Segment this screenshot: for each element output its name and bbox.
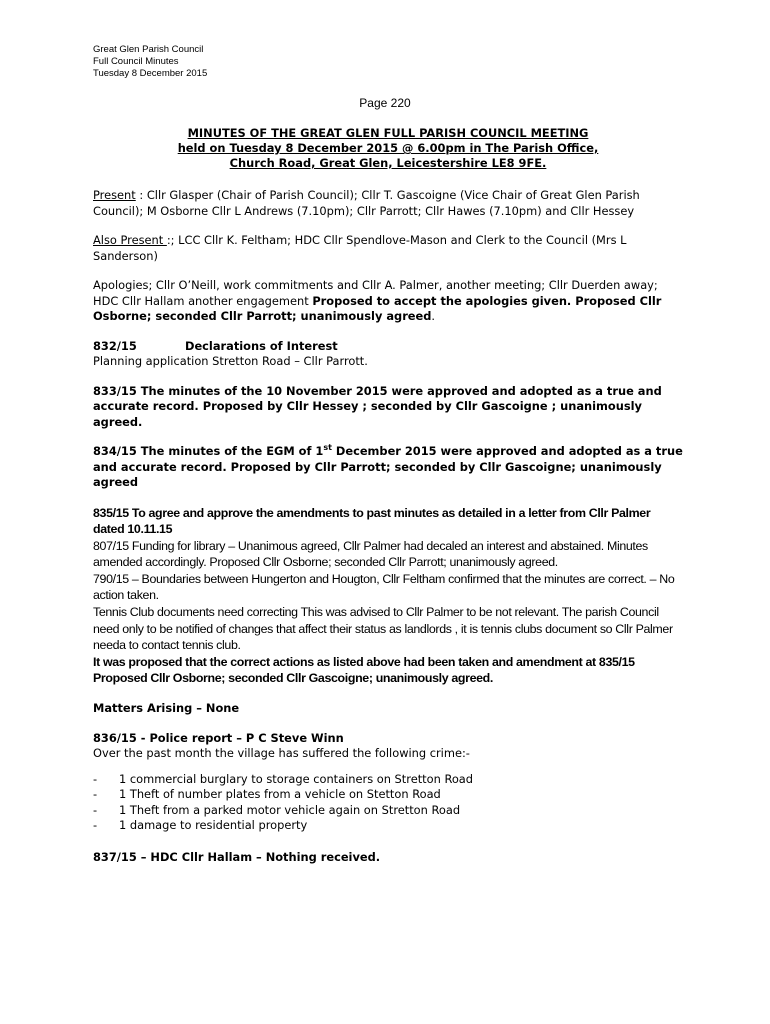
list-dash: - [93,802,98,817]
running-header [93,44,207,80]
item-835-line-1: 807/15 Funding for library – Unanimous agreed, Cllr Palmer had decaled an interest and abstained. Minutes amended accordingly. Proposed Cllr Osborne; seconded Cllr Parrott; unanimously agreed. [93,538,648,570]
apologies-paragraph [93,278,683,325]
also-present-label: Also Present [93,233,167,247]
minutes-title [93,126,683,171]
apologies-end: . [431,309,436,323]
title-line-3: Church Road, Great Glen, Leicestershire LE8 9FE. [229,156,547,170]
crime-text: 1 damage to residential property [119,818,308,833]
item-835-line-2: 790/15 – Boundaries between Hungerton and Hougton, Cllr Feltham confirmed that the minutes are correct. – No action taken. [93,571,675,603]
list-item [93,818,683,834]
item-832-heading: Declarations of Interest [185,338,338,353]
apologies-text: Apologies; Cllr O’Neill, work commitments and Cllr A. Palmer, another meeting; Cllr Duerden away; HDC Cllr Hallam another engagement [93,278,658,308]
list-item [93,787,683,803]
item-833: 833/15 The minutes of the 10 November 2015 were approved and adopted as a true and accurate record. Proposed by Cllr Hessey ; seconded by Cllr Gascoigne ; unanimously agreed. [93,383,662,429]
item-836-heading: 836/15 - Police report – P C Steve Winn [93,730,344,745]
item-832 [93,339,683,370]
list-dash: - [93,787,98,802]
list-dash: - [93,818,98,833]
item-835 [93,505,683,688]
also-present-paragraph [93,233,683,264]
list-item [93,803,683,819]
apologies-resolution: Proposed to accept the apologies given. Proposed Cllr Osborne; seconded Cllr Parrott; unanimously agreed [93,293,662,323]
item-832-number: 832/15 [93,338,137,353]
item-837: 837/15 – HDC Cllr Hallam – Nothing received. [93,849,381,864]
item-834 [93,444,683,491]
crime-text: 1 commercial burglary to storage containers on Stretton Road [119,771,474,786]
title-line-2: held on Tuesday 8 December 2015 @ 6.00pm in The Parish Office, [177,141,599,155]
list-item [93,772,683,788]
list-dash: - [93,771,98,786]
item-834-part2: December 2015 were approved and adopted as a true and accurate record. Proposed by Cllr Parrott; seconded by Cllr Gascoigne; unanimously agreed [93,444,683,489]
title-line-1: MINUTES OF THE GREAT GLEN FULL PARISH COUNCIL MEETING [187,126,589,140]
header-council: Great Glen Parish Council [93,44,204,55]
item-832-heading-row [93,339,683,355]
item-835-heading: 835/15 To agree and approve the amendments to past minutes as detailed in a letter from Cllr Palmer dated 10.11.15 [93,505,651,537]
header-doc-type: Full Council Minutes [93,56,179,67]
crime-text: 1 Theft from a parked motor vehicle again on Stretton Road [119,802,461,817]
minutes-body [93,126,683,879]
item-836-intro: Over the past month the village has suffered the following crime:- [93,746,470,761]
crime-text: 1 Theft of number plates from a vehicle on Stetton Road [119,787,441,802]
item-832-text: Planning application Stretton Road – Cllr Parrott. [93,354,368,368]
matters-arising: Matters Arising – None [93,701,240,716]
item-836 [93,731,683,834]
also-present-text: :; LCC Cllr K. Feltham; HDC Cllr Spendlove-Mason and Clerk to the Council (Mrs L Sanderson) [93,233,627,263]
page-number: Page 220 [359,96,411,110]
present-paragraph [93,188,683,219]
crime-list [93,772,683,834]
item-834-sup: st [323,443,332,453]
header-date: Tuesday 8 December 2015 [93,68,208,79]
present-label: Present [93,188,136,202]
item-835-line-3: Tennis Club documents need correcting This was advised to Cllr Palmer to be not relevant. The parish Council need only to be notified of changes that affect their status as landlords , it is tennis clubs document so Cllr Palmer needa to contact tennis club. [93,605,673,653]
present-text: : Cllr Glasper (Chair of Parish Council); Cllr T. Gascoigne (Vice Chair of Great Glen Parish Council); M Osborne Cllr L Andrews (7.10pm); Cllr Parrott; Cllr Hawes (7.10pm) and Cllr Hessey [93,188,640,218]
item-835-resolution: It was proposed that the correct actions as listed above had been taken and amendment at 835/15 Proposed Cllr Osborne; seconded Cllr Gascoigne; unanimously agreed. [93,654,635,686]
item-834-part1: 834/15 The minutes of the EGM of 1 [93,444,324,458]
